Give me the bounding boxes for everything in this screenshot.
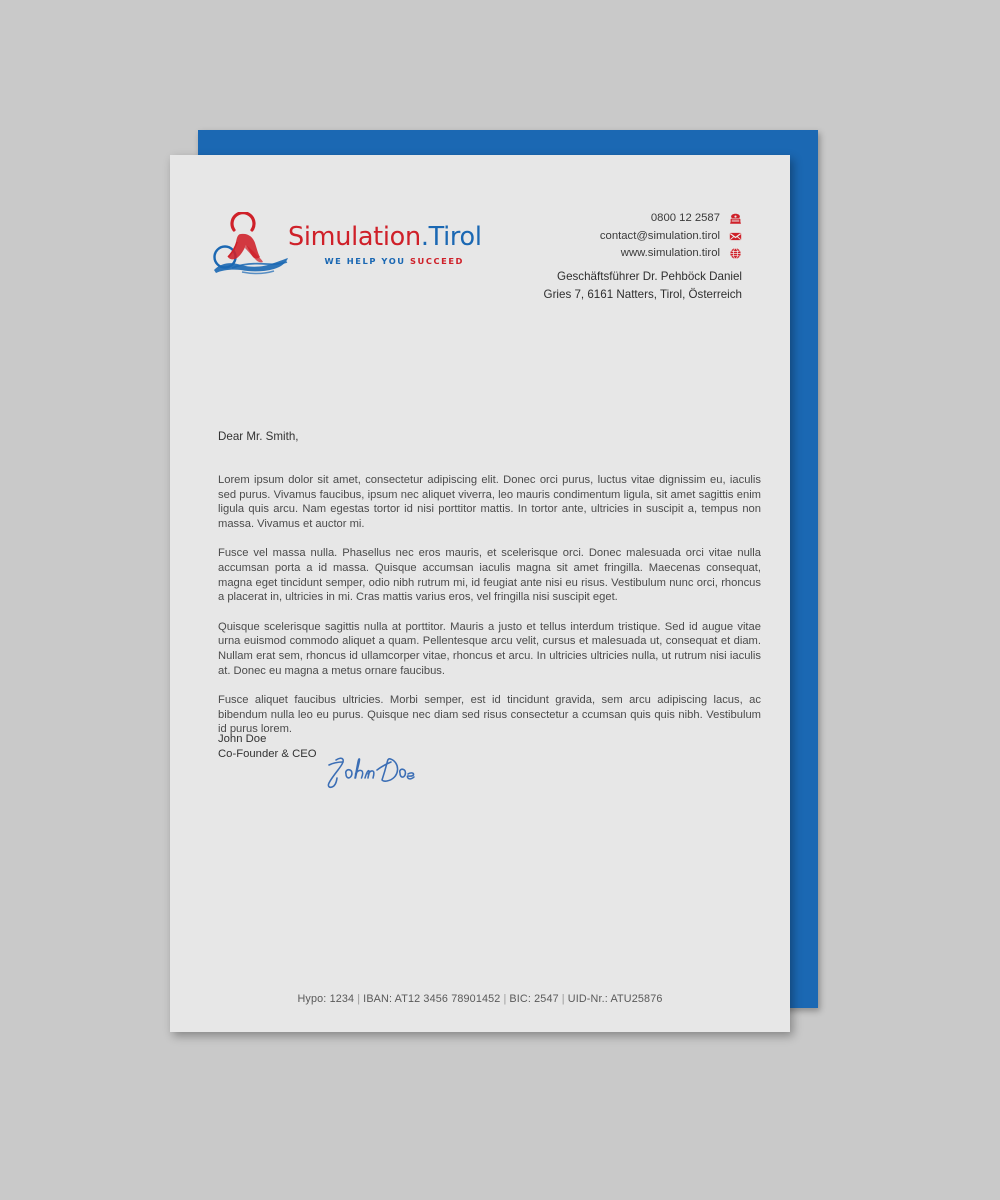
contact-email-text: contact@simulation.tirol <box>599 229 720 242</box>
body-paragraph-2: Fusce vel massa nulla. Phasellus nec eros mauris, et scelerisque orci. Donec malesuada orci vitae nulla accumsan porta a id massa. Quisque accumsan iaculis magna sit amet fringilla. Maecenas consequat, magna eget tincidunt semper, odio nibh rutrum mi, id feugiat ante nisi eu risus. Vestibulum nunc orci, rhoncus a placerat in, ultricies in mi. Cras mattis varius eros, vel fringilla nisi suscipit eget. <box>218 547 761 604</box>
contact-row-website <box>600 245 742 263</box>
contact-website-text: www.simulation.tirol <box>620 247 720 259</box>
footer-separator: | <box>357 993 361 1005</box>
signature-block <box>218 732 518 762</box>
contact-block <box>600 210 742 263</box>
logo-tagline <box>288 256 464 266</box>
company-logo <box>208 212 482 284</box>
logo-wordmark-secondary: .Tirol <box>420 222 482 252</box>
envelope-icon <box>729 230 742 243</box>
company-address-line: Gries 7, 6161 Natters, Tirol, Österreich <box>543 287 742 301</box>
footer-separator: | <box>503 993 507 1005</box>
footer-item-bic: BIC: 2547 <box>509 993 559 1005</box>
letterhead-sheet <box>170 155 790 1032</box>
footer-bank-details <box>170 993 790 1005</box>
body-paragraph-4: Fusce aliquet faucibus ultricies. Morbi semper, est id tincidunt gravida, sem arcu adipiscing lacus, ac bibendum nulla leo eu purus. Quisque nec diam sed risus consectetur a ccumsan quis quis nibh. Vestibulum id purus lorem. <box>218 694 761 736</box>
managing-director-line: Geschäftsführer Dr. Pehböck Daniel <box>557 270 742 283</box>
contact-row-phone <box>600 210 742 228</box>
footer-separator: | <box>561 993 565 1005</box>
cpr-resuscitation-logo-mark <box>208 212 292 284</box>
telephone-icon <box>729 212 742 225</box>
body-paragraph-1: Lorem ipsum dolor sit amet, consectetur adipiscing elit. Donec orci purus, luctus vitae dignissim eu, iaculis sed purus. Vivamus faucibus, ipsum nec aliquet viverra, leo mauris condimentum ligula, sit amet sagittis enim ligula quis arcu. Nam egestas tortor id nisi porttitor mattis. In tortor ante, ultricies in suscipit a, tempus non massa. Vivamus et auctor mi. <box>218 474 761 530</box>
signer-name: John Doe <box>218 733 267 745</box>
body-paragraph-3: Quisque scelerisque sagittis nulla at porttitor. Mauris a justo et tellus interdum tristique. Sed id augue vitae urna euismod commodo aliquet a quam. Pellentesque arcu velit, cursus et malesuada ut, consequat et diam. Nullam erat sem, rhoncus id ullamcorper vitae, rhoncus et arcu. In ultricies ultricies nulla, ut rutrum nisi iaculis at. Donec eu magna a metus ornare faucibus. <box>218 620 761 677</box>
logo-tagline-secondary: SUCCEED <box>410 255 464 266</box>
logo-wordmark-group <box>288 222 482 266</box>
company-details <box>544 268 742 303</box>
letter-body <box>218 430 761 737</box>
letterhead-header <box>170 155 790 315</box>
logo-wordmark-primary: Simulation <box>288 222 421 252</box>
contact-row-email <box>600 228 742 246</box>
logo-tagline-primary: WE HELP YOU <box>324 255 411 266</box>
salutation: Dear Mr. Smith, <box>218 430 299 443</box>
handwritten-signature <box>321 750 416 792</box>
logo-wordmark <box>288 222 482 252</box>
globe-icon <box>729 247 742 260</box>
contact-phone-text: 0800 12 2587 <box>650 212 720 224</box>
footer-item-uid: UID-Nr.: ATU25876 <box>567 993 663 1005</box>
footer-item-hypo: Hypo: 1234 <box>297 993 355 1005</box>
signer-title: Co-Founder & CEO <box>218 748 317 760</box>
footer-item-iban: IBAN: AT12 3456 78901452 <box>363 993 501 1005</box>
